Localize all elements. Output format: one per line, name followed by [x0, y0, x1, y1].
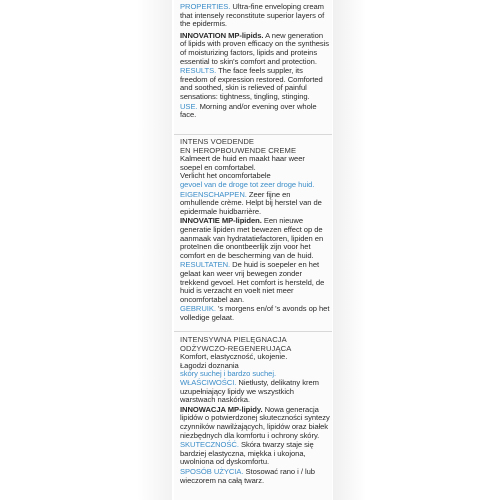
pl-subtitle-1: Komfort, elastyczność, ukojenie.: [180, 352, 288, 362]
nl-subtitle-1: Kalmeert de huid en maakt haar weer: [180, 154, 305, 164]
nl-results-text: De huid is soepeler en het gelaat kan weer vrij bewegen zonder trekkend gevoel. Het comfort is hersteld, de huid is verzacht en voelt niet meer oncomfortabel aan.: [180, 260, 325, 304]
en-results: [180, 67, 330, 101]
dutch-section: [180, 138, 330, 323]
en-use-text: Morning and/or evening over whole face.: [180, 101, 317, 120]
nl-title-2: EN HEROPBOUWENDE CREME: [180, 145, 297, 155]
pl-subtitle-2: Łagodzi doznania: [180, 360, 239, 370]
en-innovation-text: A new generation of lipids with proven efficacy on the synthesis of moisturizing factors, lipids and proteins essential to skin's comfort and protection.: [180, 30, 330, 66]
section-divider: [174, 134, 332, 135]
nl-use-label: GEBRUIK.: [180, 304, 216, 314]
pl-use-text: Stosować rano i / lub wieczorem na całą twarz.: [180, 466, 315, 485]
en-properties-text: Ultra-fine enveloping cream that intensely reconstitute superior layers of the epidermis.: [180, 2, 325, 29]
pl-properties: [180, 379, 330, 405]
pl-subtitle-blue: skóry suchej i bardzo suchej.: [180, 369, 277, 379]
nl-innovation-label: INNOVATIE MP-lipiden.: [180, 216, 262, 226]
en-results-label: RESULTS.: [180, 66, 217, 76]
nl-properties: [180, 191, 330, 217]
pl-title-2: ODŻYWCZO-REGENERUJĄCA: [180, 343, 292, 353]
pl-effect-text: Skóra twarzy staje się bardziej elastyczna, miękka i ukojona, uwolniona od dyskomfortu.: [180, 440, 314, 467]
en-use-label: USE.: [180, 101, 198, 111]
pl-use: [180, 468, 330, 485]
nl-results: [180, 261, 330, 304]
en-innovation-label: INNOVATION MP-lipids.: [180, 30, 264, 40]
pl-use-label: SPOSÓB UŻYCIA.: [180, 466, 244, 476]
en-properties: [180, 3, 330, 29]
nl-subtitle-3: Verlicht het oncomfortabele: [180, 171, 271, 181]
nl-title-1: INTENS VOEDENDE: [180, 137, 255, 146]
nl-properties-label: EIGENSCHAPPEN.: [180, 189, 247, 199]
section-divider: [174, 331, 332, 332]
nl-subtitle-2: soepel en comfortabel.: [180, 162, 256, 172]
nl-use-text: 's morgens en/of 's avonds op het volledige gelaat.: [180, 304, 330, 322]
pl-innovation: [180, 406, 330, 440]
pl-effect-label: SKUTECZNOŚĆ.: [180, 440, 239, 450]
polish-section: [180, 336, 330, 486]
en-properties-label: PROPERTIES.: [180, 2, 231, 11]
pl-properties-text: Nietłusty, delikatny krem uzupełniający lipidy we wszystkich warstwach naskórka.: [180, 377, 319, 405]
pl-title-1: INTENSYWNA PIELĘGNACJA: [180, 335, 287, 344]
nl-innovation-text: Een nieuwe generatie lipiden met bewezen effect op de aanmaak van hydratatiefactoren, lipiden en proteïnen die onontbeerlijk zijn voor het comfort en de bescherming van de huid.: [180, 216, 324, 260]
nl-properties-text: Zeer fijne en omhullende crème. Helpt bij herstel van de epidermale huidbarrière.: [180, 189, 322, 216]
pl-innovation-text: Nowa generacja lipidów o potwierdzonej skuteczności syntezy czynników nawilżających, lipidów oraz białek niezbędnych dla komfortu i ochrony skóry.: [180, 404, 330, 440]
en-use: [180, 103, 330, 120]
nl-results-label: RESULTATEN.: [180, 260, 231, 270]
pl-effect: [180, 441, 330, 467]
background-right: [333, 0, 500, 500]
nl-subtitle-blue: gevoel van de droge tot zeer droge huid.: [180, 179, 315, 189]
pl-properties-label: WŁAŚCIWOŚCI.: [180, 377, 237, 387]
english-section: [180, 3, 330, 121]
en-results-text: The face feels suppler, its freedom of expression restored. Comforted and soothed, skin is relieved of painful sensations: tightness, tingling, stinging.: [180, 66, 323, 101]
package-label-panel: [174, 0, 332, 500]
nl-use: [180, 305, 330, 322]
en-innovation: [180, 32, 330, 66]
background-left: [0, 0, 172, 500]
nl-innovation: [180, 217, 330, 260]
pl-innovation-label: INNOWACJA MP-lipidy.: [180, 404, 263, 414]
